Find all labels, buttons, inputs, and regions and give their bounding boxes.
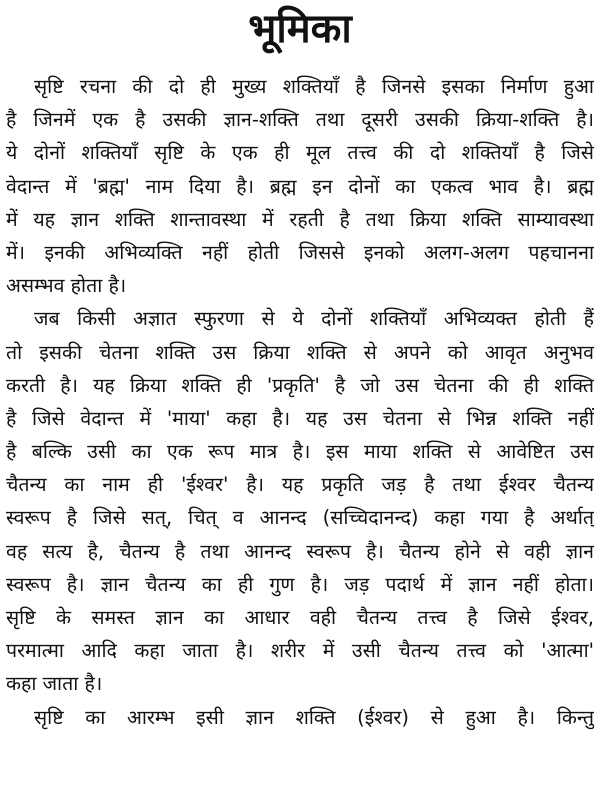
text-line: करती है। यह क्रिया शक्ति ही 'प्रकृति' है जो उस चेतना की ही शक्ति [6, 373, 594, 397]
text-line: है जिसे वेदान्त में 'माया' कहा है। यह उस चेतना से भिन्न शक्ति नहीं [6, 406, 594, 430]
text-line: कहा जाता है। [6, 672, 103, 696]
text-line: सृष्टि का आरम्भ इसी ज्ञान शक्ति (ईश्वर) से हुआ है। किन्तु [34, 705, 594, 729]
paragraph-2 [6, 302, 594, 700]
text-line: में। इनकी अभिव्यक्ति नहीं होती जिससे इनको अलग-अलग पहचानना [6, 240, 594, 264]
document-body [6, 70, 594, 734]
text-line: सृष्टि के समस्त ज्ञान का आधार वही चैतन्य तत्त्व है जिसे ईश्वर, [6, 606, 594, 629]
text-line: सृष्टि रचना की दो ही मुख्य शक्तियाँ है जिनसे इसका निर्माण हुआ [34, 75, 594, 98]
text-line: परमात्मा आदि कहा जाता है। शरीर में उसी चैतन्य तत्त्व को 'आत्मा' [6, 639, 594, 663]
page-title: भूमिका [248, 6, 352, 52]
text-line: है जिनमें एक है उसकी ज्ञान-शक्ति तथा दूसरी उसकी क्रिया-शक्ति है। [6, 108, 594, 132]
text-line: वह सत्य है, चैतन्य है तथा आनन्द स्वरूप है। चैतन्य होने से वही ज्ञान [6, 539, 594, 563]
text-line: स्वरूप है। ज्ञान चैतन्य का ही गुण है। जड़ पदार्थ में ज्ञान नहीं होता। [6, 572, 594, 596]
text-line: है बल्कि उसी का एक रूप मात्र है। इस माया शक्ति से आवेष्टित उस [6, 440, 594, 464]
paragraph-3 [6, 701, 594, 734]
text-line: तो इसकी चेतना शक्ति उस क्रिया शक्ति से अपने को आवृत अनुभव [6, 340, 594, 364]
text-line: चैतन्य का नाम ही 'ईश्वर' है। यह प्रकृति जड़ है तथा ईश्वर चैतन्य [6, 473, 594, 497]
text-line: असम्भव होता है। [6, 274, 127, 298]
text-line: वेदान्त में 'ब्रह्म' नाम दिया है। ब्रह्म इन दोनों का एकत्व भाव है। ब्रह्म [6, 174, 594, 198]
text-line: में यह ज्ञान शक्ति शान्तावस्था में रहती है तथा क्रिया शक्ति साम्यावस्था [6, 207, 594, 231]
paragraph-1 [6, 70, 594, 302]
text-line: जब किसी अज्ञात स्फुरणा से ये दोनों शक्तियाँ अभिव्यक्त होती हैं [34, 307, 594, 331]
text-line: ये दोनों शक्तियाँ सृष्टि के एक ही मूल तत्त्व की दो शक्तियाँ है जिसे [6, 141, 594, 165]
text-line: स्वरूप है जिसे सत्, चित् व आनन्द (सच्चिदानन्द) कहा गया है अर्थात् [6, 506, 594, 530]
